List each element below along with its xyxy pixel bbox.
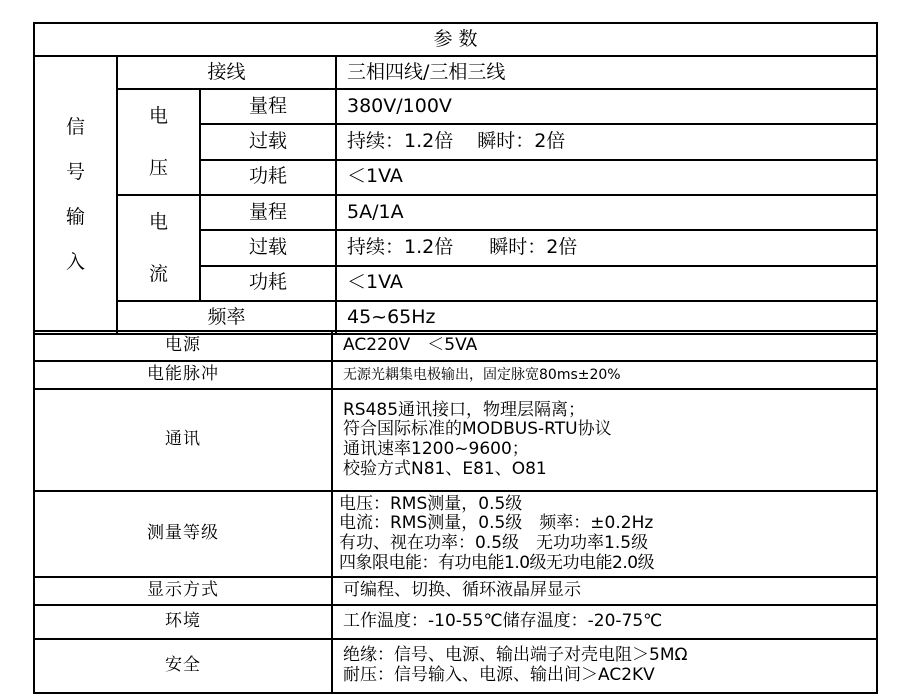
table-title: 参 数 xyxy=(34,23,877,56)
parameter-table xyxy=(33,22,878,335)
current-power-label: 功耗 xyxy=(200,266,336,301)
pulse-value: 无源光耦集电极输出，固定脉宽80ms±20% xyxy=(332,361,877,389)
signal-input-label: 信 号 输 入 xyxy=(34,56,117,334)
environment-value: 工作温度：-10-55℃储存温度：-20-75℃ xyxy=(332,605,877,639)
environment-label: 环境 xyxy=(34,605,332,639)
safety-value: 绝缘：信号、电源、输出端子对壳电阻＞5MΩ 耐压：信号输入、电源、输出间＞AC2KV xyxy=(332,639,877,693)
current-overload-value: 持续：1.2倍 瞬时：2倍 xyxy=(336,230,877,265)
comm-label: 通讯 xyxy=(34,389,332,491)
frequency-label: 频率 xyxy=(117,301,336,334)
wiring-value: 三相四线/三相三线 xyxy=(336,56,877,89)
power-supply-value: AC220V ＜5VA xyxy=(332,331,877,361)
current-overload-label: 过载 xyxy=(200,230,336,265)
accuracy-label: 测量等级 xyxy=(34,491,332,577)
power-supply-label: 电源 xyxy=(34,331,332,361)
display-value: 可编程、切换、循环液晶屏显示 xyxy=(332,577,877,605)
display-label: 显示方式 xyxy=(34,577,332,605)
voltage-range-value: 380V/100V xyxy=(336,89,877,124)
voltage-overload-label: 过载 xyxy=(200,124,336,159)
accuracy-value: 电压：RMS测量，0.5级 电流：RMS测量，0.5级 频率：±0.2Hz 有功、视在功率：0.5级 无功功率1.5级 四象限电能：有功电能1.0级无功电能2.0级 xyxy=(332,491,877,577)
spec-table xyxy=(33,330,878,694)
voltage-label: 电 压 xyxy=(117,89,200,195)
voltage-power-value: ＜1VA xyxy=(336,160,877,195)
voltage-overload-value: 持续：1.2倍 瞬时：2倍 xyxy=(336,124,877,159)
current-power-value: ＜1VA xyxy=(336,266,877,301)
current-range-value: 5A/1A xyxy=(336,195,877,230)
safety-label: 安全 xyxy=(34,639,332,693)
voltage-range-label: 量程 xyxy=(200,89,336,124)
comm-value: RS485通讯接口，物理层隔离； 符合国际标准的MODBUS-RTU协议 通讯速率1200~9600； 校验方式N81、E81、O81 xyxy=(332,389,877,491)
voltage-power-label: 功耗 xyxy=(200,160,336,195)
current-label: 电 流 xyxy=(117,195,200,301)
wiring-label: 接线 xyxy=(117,56,336,89)
pulse-label: 电能脉冲 xyxy=(34,361,332,389)
current-range-label: 量程 xyxy=(200,195,336,230)
frequency-value: 45~65Hz xyxy=(336,301,877,334)
